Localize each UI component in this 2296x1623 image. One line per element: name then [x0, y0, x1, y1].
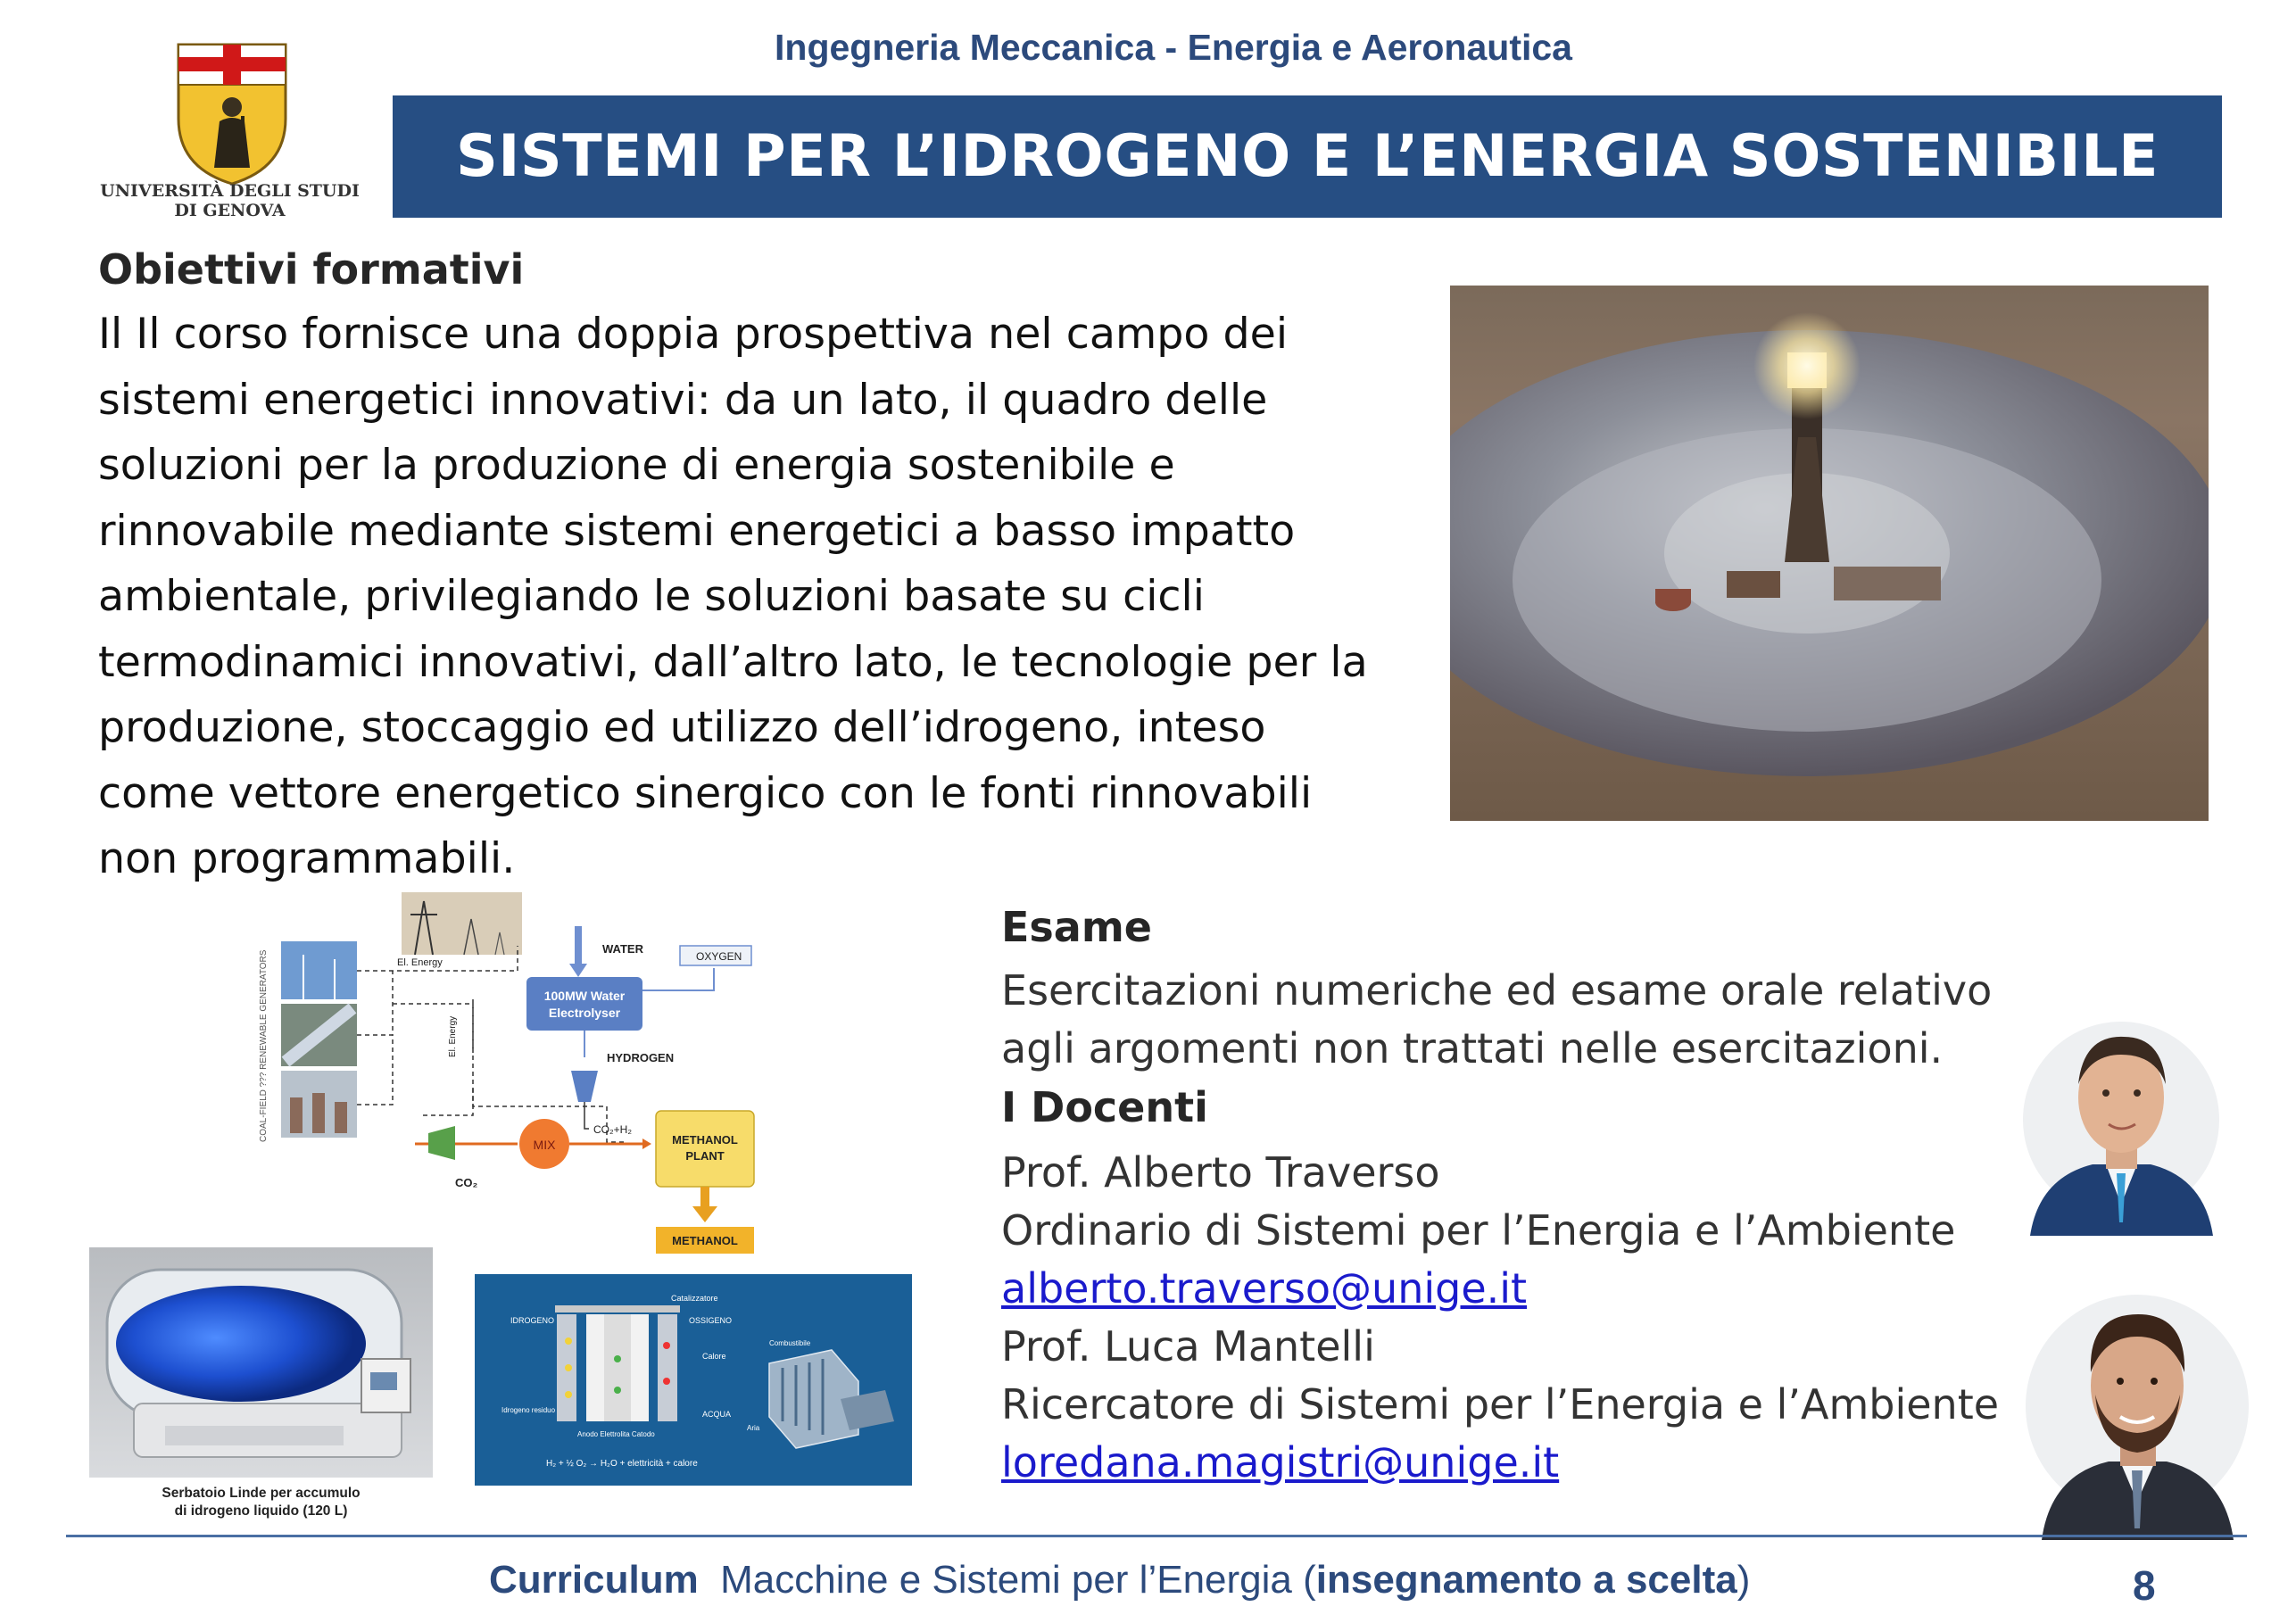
- generators-side-label: COAL-FIELD ??? RENEWABLE GENERATORS: [259, 949, 269, 1142]
- teacher-role: Ordinario di Sistemi per l’Energia e l’Ambiente: [1001, 1206, 1956, 1255]
- university-name-line2: DI GENOVA: [174, 201, 286, 220]
- el-energy-label: El. Energy: [397, 957, 443, 968]
- co2-label: CO₂: [455, 1176, 478, 1189]
- curriculum-closing: ): [1737, 1558, 1751, 1602]
- oxygen-label: OXYGEN: [696, 950, 742, 963]
- fc-heat-label: Calore: [702, 1352, 726, 1361]
- fc-equation: H₂ + ½ O₂ → H₂O + elettricità + calore: [546, 1459, 698, 1469]
- footer-divider: [66, 1535, 2247, 1537]
- electrolyser-line2: Electrolyser: [548, 1006, 621, 1020]
- tank-caption-line2: di idrogeno liquido (120 L): [174, 1503, 348, 1519]
- curriculum-name: Macchine e Sistemi per l’Energia (: [720, 1558, 1316, 1602]
- teacher-name: Prof. Alberto Traverso: [1001, 1148, 1440, 1197]
- fc-catalyst-label: Catalizzatore: [671, 1294, 718, 1303]
- teacher-name: Prof. Luca Mantelli: [1001, 1322, 1375, 1370]
- electrolyser-line1: 100MW Water: [543, 989, 626, 1003]
- elective-label: insegnamento a scelta: [1315, 1558, 1737, 1602]
- teachers-list: [1001, 1144, 2072, 1492]
- tank-caption: [89, 1485, 433, 1520]
- exam-text: Esercitazioni numeriche ed esame orale relativo agli argomenti non trattati nelle esercitazioni.: [1001, 966, 1993, 1072]
- objectives-text: Il Il corso fornisce una doppia prospettiva nel campo dei sistemi energetici innovativi: da un lato, il quadro delle soluzioni per la produzione di energia sostenibile e rinnovabile mediante sistemi energetici a basso impatto ambientale, privilegiando le soluzioni basate su cicli termodinamici innovativi, dall’altro lato, le tecnologie per la produzione, stoccaggio ed utilizzo dell’idrogeno, inteso come vettore energetico sinergico con le fonti rinnovabili non programmabili.: [98, 310, 1368, 883]
- methanol-process-diagram: [250, 892, 776, 1258]
- fc-residual-label: Idrogeno residuo: [501, 1406, 556, 1414]
- exam-title: Esame: [1001, 903, 1152, 951]
- fc-water-label: ACQUA: [702, 1410, 732, 1419]
- co2h2-label: CO₂+H₂: [593, 1123, 632, 1136]
- plant-line1: METHANOL: [672, 1133, 738, 1147]
- teacher-email-link[interactable]: alberto.traverso@unige.it: [1001, 1264, 1528, 1312]
- mix-label: MIX: [533, 1138, 556, 1152]
- objectives-title: Obiettivi formativi: [98, 245, 525, 294]
- teacher-photo-traverso: [2021, 999, 2222, 1236]
- page-number: 8: [2133, 1562, 2156, 1609]
- teacher-email-link[interactable]: loredana.magistri@unige.it: [1001, 1438, 1560, 1486]
- curriculum-label: Curriculum: [489, 1558, 699, 1602]
- tank-caption-line1: Serbatoio Linde per accumulo: [162, 1486, 361, 1501]
- linde-tank-photo: [89, 1247, 433, 1478]
- fc-fuel-label: Combustibile: [769, 1339, 811, 1347]
- university-name-line1: UNIVERSITÀ DEGLI STUDI: [100, 181, 360, 201]
- fc-electrodes-label: Anodo Elettrolita Catodo: [577, 1430, 655, 1438]
- course-title-banner: [393, 95, 2222, 218]
- teachers-title: I Docenti: [1001, 1083, 1208, 1131]
- fc-air-label: Aria: [747, 1424, 760, 1432]
- solar-tower-photo: [1450, 286, 2209, 821]
- teacher-role: Ricercatore di Sistemi per l’Energia e l’Ambiente: [1001, 1380, 2000, 1428]
- plant-line2: PLANT: [685, 1149, 725, 1163]
- methanol-output-label: METHANOL: [672, 1234, 738, 1247]
- teacher-photo-mantelli: [2024, 1274, 2251, 1540]
- fc-hydrogen-label: IDROGENO: [510, 1316, 555, 1325]
- el-energy-vertical-label: El. Energy: [448, 1015, 458, 1057]
- footer-curriculum: [489, 1558, 1750, 1602]
- program-name: Ingegneria Meccanica - Energia e Aeronautica: [775, 27, 1572, 68]
- hydrogen-label: HYDROGEN: [607, 1051, 675, 1064]
- fuel-cell-diagram: [475, 1274, 912, 1486]
- university-name: [71, 181, 388, 220]
- water-label: WATER: [602, 942, 643, 956]
- course-title: SISTEMI PER L’IDROGENO E L’ENERGIA SOSTENIBILE: [455, 123, 2159, 190]
- fc-oxygen-label: OSSIGENO: [689, 1316, 733, 1325]
